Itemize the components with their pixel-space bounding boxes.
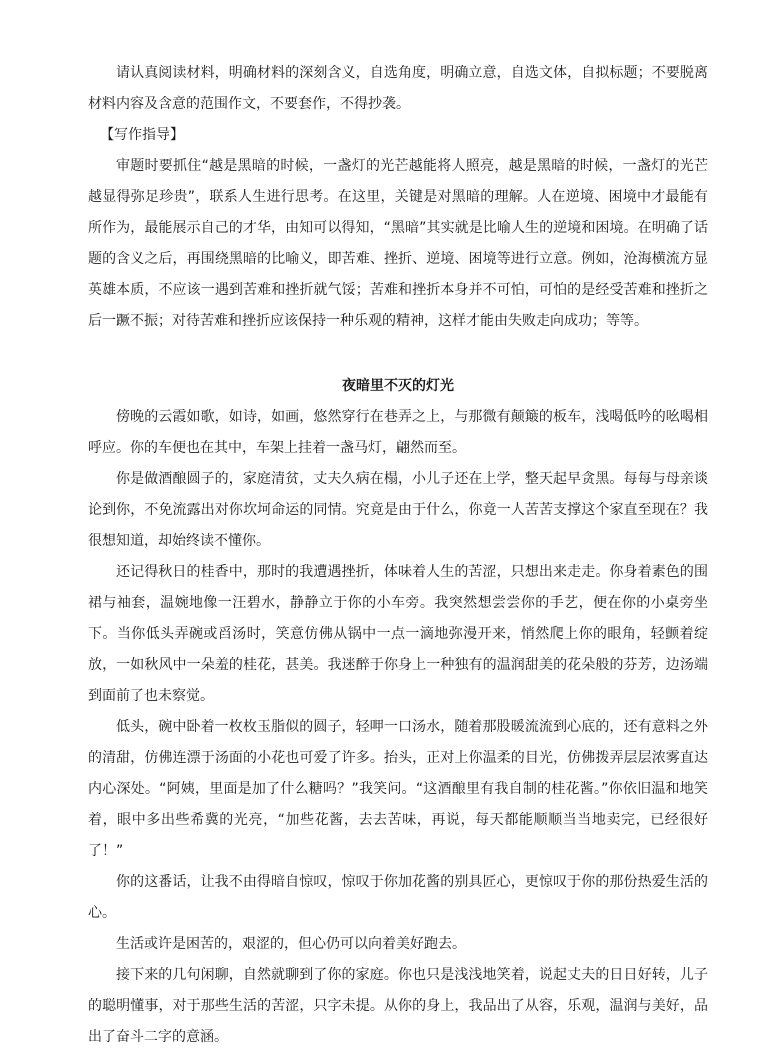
essay-title: 夜暗里不灭的灯光 (342, 378, 454, 394)
writing-guide-paragraph: 审题时要抓住“越是黑暗的时候，一盏灯的光芒越能将人照亮，越是黑暗的时候，一盏灯的光芒越显得弥足珍贵”，联系人生进行思考。在这里，关键是对黑暗的理解。人在逆境、困境中才最能有所作为，最能展示自己的才华，由知可以得知，“黑暗”其实就是比喻人生的逆境和困境。在明确了话题的含义之后，再围绕黑暗的比喻义，即苦难、挫折、逆境、困境等进行立意。例如，沧海横流方显英雄本质，不应该一遇到苦难和挫折就气馁；苦难和挫折本身并不可怕，可怕的是经受苦难和挫折之后一蹶不振；对待苦难和挫折应该保持一种乐观的精神，这样才能由失败走向成功；等等。 (88, 158, 708, 329)
writing-guide-heading: 【写作指导】 (100, 127, 184, 143)
essay-paragraph: 接下来的几句闲聊，自然就聊到了你的家庭。你也只是浅浅地笑着，说起丈夫的日日好转，儿子的聪明懂事，对于那些生活的苦涩，只字未提。从你的身上，我品出了从容，乐观，温润与美好，品出了奋斗二字的意涵。 (88, 967, 708, 1045)
section-spacer (88, 337, 708, 371)
essay-paragraph: 你的这番话，让我不由得暗自惊叹，惊叹于你加花酱的别具匠心，更惊叹于你的那份热爱生活的心。 (88, 874, 708, 921)
essay-paragraph: 你是做酒酿圆子的，家庭清贫，丈夫久病在榻，小儿子还在上学，整天起早贪黑。每每与母亲谈论到你，不免流露出对你坎坷命运的同情。究竟是由于什么，你竟一人苦苦支撑这个家直至现在？我很想知道，却始终读不懂你。 (88, 471, 708, 549)
essay-paragraph: 低头，碗中卧着一枚枚玉脂似的圆子，轻呷一口汤水，随着那股暖流流到心底的，还有意料之外的清甜，仿佛连漂于汤面的小花也可爱了许多。抬头，正对上你温柔的目光，仿佛拨弄层层浓雾直达内心深处。“阿姨，里面是加了什么糖吗？”我笑问。“这酒酿里有我自制的桂花酱。”你依旧温和地笑着，眼中多出些希冀的光亮，“加些花酱，去去苦味，再说，每天都能顺顺当当地卖完，已经很好了！” (88, 719, 708, 859)
essay-paragraph: 还记得秋日的桂香中，那时的我遭遇挫折，体味着人生的苦涩，只想出来走走。你身着素色的围裙与袖套，温婉地像一汪碧水，静静立于你的小车旁。我突然想尝尝你的手艺，便在你的小桌旁坐下。当你低头弄碗或舀汤时，笑意仿佛从锅中一点一滴地弥漫开来，悄然爬上你的眼角，轻颤着绽放，一如秋风中一朵羞的桂花，甚美。我迷醉于你身上一种独有的温润甜美的花朵般的芬芳，边汤端到面前了也未察觉。 (88, 564, 708, 704)
essay-paragraph: 傍晚的云霞如歌，如诗，如画，悠然穿行在巷弄之上，与那微有颠簸的板车，浅喝低吟的吆喝相呼应。你的车便也在其中，车架上挂着一盏马灯，翩然而至。 (88, 409, 708, 456)
document-page (88, 58, 708, 1053)
intro-paragraph: 请认真阅读材料，明确材料的深刻含义，自选角度，明确立意，自选文体，自拟标题；不要脱离材料内容及含意的范围作文，不要套作，不得抄袭。 (88, 65, 708, 112)
essay-paragraph: 生活或许是困苦的，艰涩的，但心仍可以向着美好跑去。 (116, 936, 466, 952)
